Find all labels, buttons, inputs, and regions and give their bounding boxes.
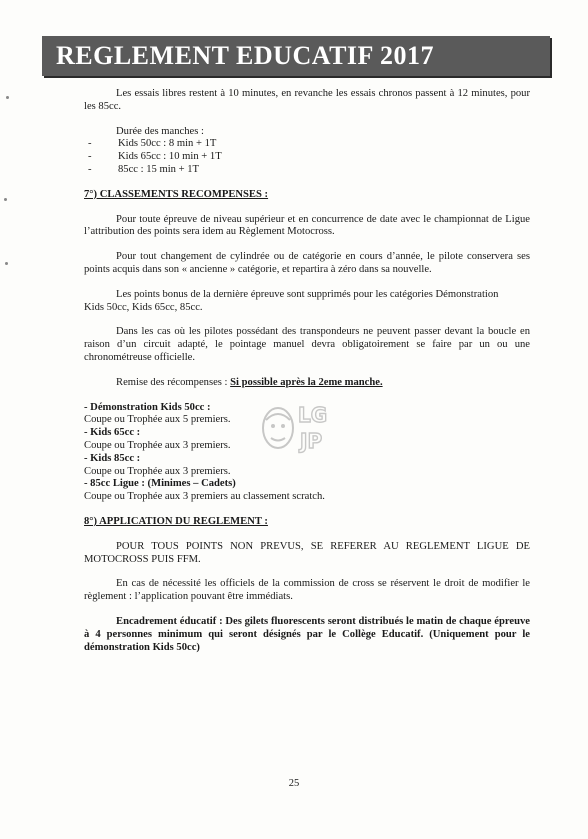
category-desc: Coupe ou Trophée aux 3 premiers. [84,465,231,477]
document-body [84,88,530,654]
paragraph-essais: Les essais libres restent à 10 minutes, en revanche les essais chronos passent à 12 minutes, pour les 85cc. [84,88,530,112]
category-desc: Coupe ou Trophée aux 3 premiers. [84,439,231,451]
durations-label: Durée des manches : [116,125,204,137]
section-8-heading: 8°) APPLICATION DU REGLEMENT : [84,515,268,527]
section-7-paragraph-4: Dans les cas où les pilotes possédant des transpondeurs ne peuvent passer devant la boucle en raison d’un circuit adapté, le pointage manuel devra obligatoirement se faire par un ou une chronométreuse officielle. [84,326,530,363]
section-8-paragraph-1: POUR TOUS POINTS NON PREVUS, SE REFERER AU REGLEMENT LIGUE DE MOTOCROSS PUIS FFM. [84,540,530,565]
durations-list [84,138,530,176]
svg-text:LG: LG [298,403,328,427]
title-banner [42,36,550,76]
section-7-paragraph-1: Pour toute épreuve de niveau supérieur et en concurrence de date avec le championnat de Ligue l’attribution des points sera idem au Règlement Motocross. [84,213,530,238]
category-name: - Kids 85cc : [84,452,141,464]
page-title: REGLEMENT EDUCATIF 2017 [56,41,434,70]
category-name: - Démonstration Kids 50cc : [84,401,211,413]
page-number: 25 [288,778,300,789]
list-item: - 85cc : 15 min + 1T [88,163,199,175]
awards-line [84,377,530,390]
category-name: - 85cc Ligue : (Minimes – Cadets) [84,478,236,490]
section-8-paragraph-3: Encadrement éducatif : Des gilets fluorescents seront distribués le matin de chaque épreuve à 4 personnes minimum qui seront désignés par le Collège Educatif. (Uniquement pour le démonstration Kids 50cc) [84,615,530,653]
scan-speck [5,262,8,265]
section-7-paragraph-3b: Kids 50cc, Kids 65cc, 85cc. [84,301,203,313]
scan-speck [4,198,7,201]
awards-label: Remise des récompenses : [116,376,231,388]
svg-text:JP: JP [300,429,323,453]
scan-speck [6,96,9,99]
section-7-paragraph-3: Les points bonus de la dernière épreuve sont supprimés pour les catégories Démonstration [116,288,499,300]
list-item: - Kids 65cc : 10 min + 1T [88,151,222,163]
list-item: - Kids 50cc : 8 min + 1T [88,138,217,150]
category-name: - Kids 65cc : [84,427,141,439]
category-block [84,402,530,504]
section-7-heading: 7°) CLASSEMENTS RECOMPENSES : [84,188,269,200]
section-7-paragraph-2: Pour tout changement de cylindrée ou de catégorie en cours d’année, le pilote conservera ses points acquis dans son « ancienne » catégorie, et repartira à zéro dans sa nouvelle. [84,251,530,275]
awards-value: Si possible après la 2eme manche. [230,376,383,388]
category-desc: Coupe ou Trophée aux 3 premiers au classement scratch. [84,491,325,503]
category-desc: Coupe ou Trophée aux 5 premiers. [84,414,231,426]
section-8-paragraph-2: En cas de nécessité les officiels de la commission de cross se réservent le droit de modifier le règlement : l’application pouvant être immédiats. [84,578,530,603]
